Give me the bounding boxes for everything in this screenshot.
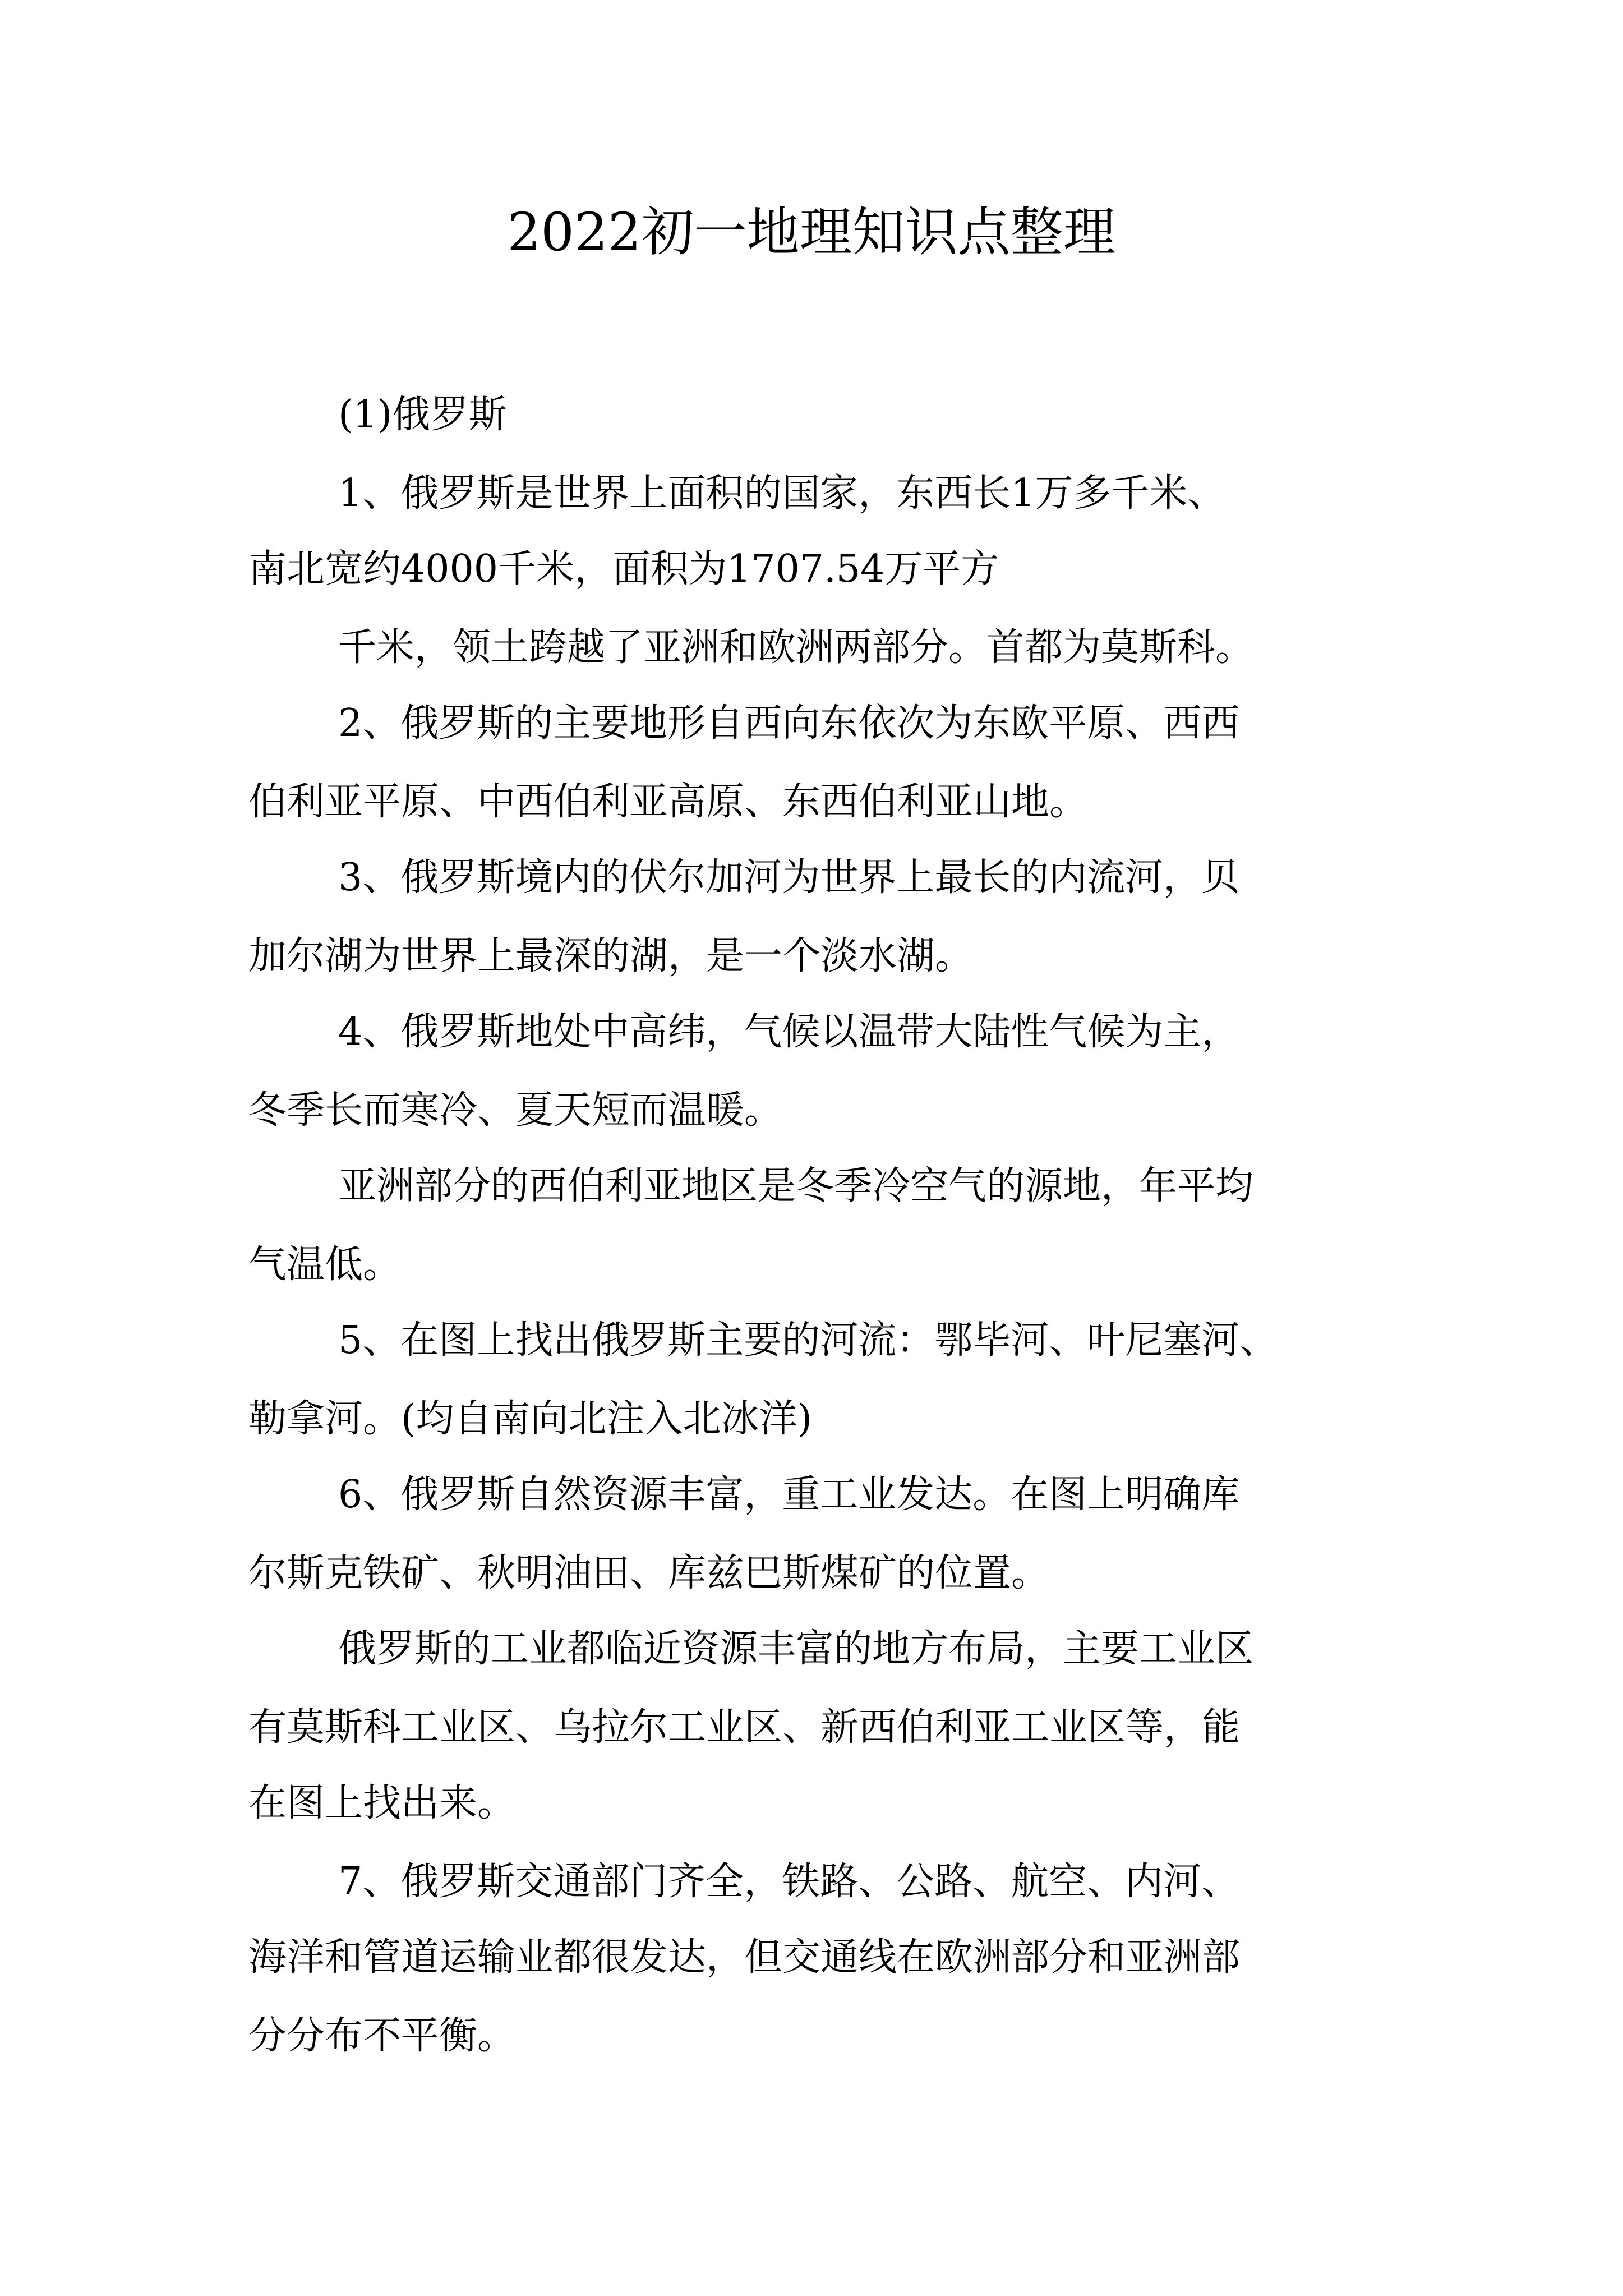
paragraph-line: 伯利亚平原、中西伯利亚高原、东西伯利亚山地。 — [248, 780, 1088, 824]
paragraph-line: 3、俄罗斯境内的伏尔加河为世界上最长的内流河，贝 — [338, 855, 1240, 900]
paragraph-line: 亚洲部分的西伯利亚地区是冬季冷空气的源地，年平均 — [338, 1164, 1254, 1208]
paragraph-line: 6、俄罗斯自然资源丰富，重工业发达。在图上明确库 — [338, 1473, 1240, 1517]
paragraph-line: 海洋和管道运输业都很发达，但交通线在欧洲部分和亚洲部 — [248, 1935, 1241, 1980]
paragraph-line: 千米，领土跨越了亚洲和欧洲两部分。首都为莫斯科。 — [338, 625, 1254, 670]
paragraph-line: 有莫斯科工业区、乌拉尔工业区、新西伯利亚工业区等，能 — [248, 1705, 1241, 1750]
document-title: 2022初一地理知识点整理 — [507, 202, 1116, 263]
paragraph-line: 勒拿河。(均自南向北注入北冰洋) — [248, 1397, 813, 1441]
paragraph-line: 气温低。 — [248, 1243, 402, 1287]
paragraph-line: 尔斯克铁矿、秋明油田、库兹巴斯煤矿的位置。 — [248, 1551, 1050, 1595]
paragraph-line: 俄罗斯的工业都临近资源丰富的地方布局，主要工业区 — [338, 1627, 1254, 1671]
paragraph-line: 7、俄罗斯交通部门齐全，铁路、公路、航空、内河、 — [338, 1860, 1240, 1904]
paragraph-line: 分分布不平衡。 — [248, 2014, 516, 2058]
paragraph-line: 2、俄罗斯的主要地形自西向东依次为东欧平原、西西 — [338, 701, 1240, 746]
paragraph-line: 1、俄罗斯是世界上面积的国家，东西长1万多千米、 — [338, 471, 1226, 516]
paragraph-line: 加尔湖为世界上最深的湖，是一个淡水湖。 — [248, 934, 974, 978]
section-heading: (1)俄罗斯 — [338, 393, 507, 437]
paragraph-line: 5、在图上找出俄罗斯主要的河流：鄂毕河、叶尼塞河、 — [338, 1318, 1278, 1363]
paragraph-line: 冬季长而寒冷、夏天短而温暖。 — [248, 1088, 783, 1133]
paragraph-line: 在图上找出来。 — [248, 1781, 516, 1825]
paragraph-line: 南北宽约4000千米，面积为1707.54万平方 — [248, 547, 999, 591]
paragraph-line: 4、俄罗斯地处中高纬，气候以温带大陆性气候为主， — [338, 1010, 1240, 1054]
